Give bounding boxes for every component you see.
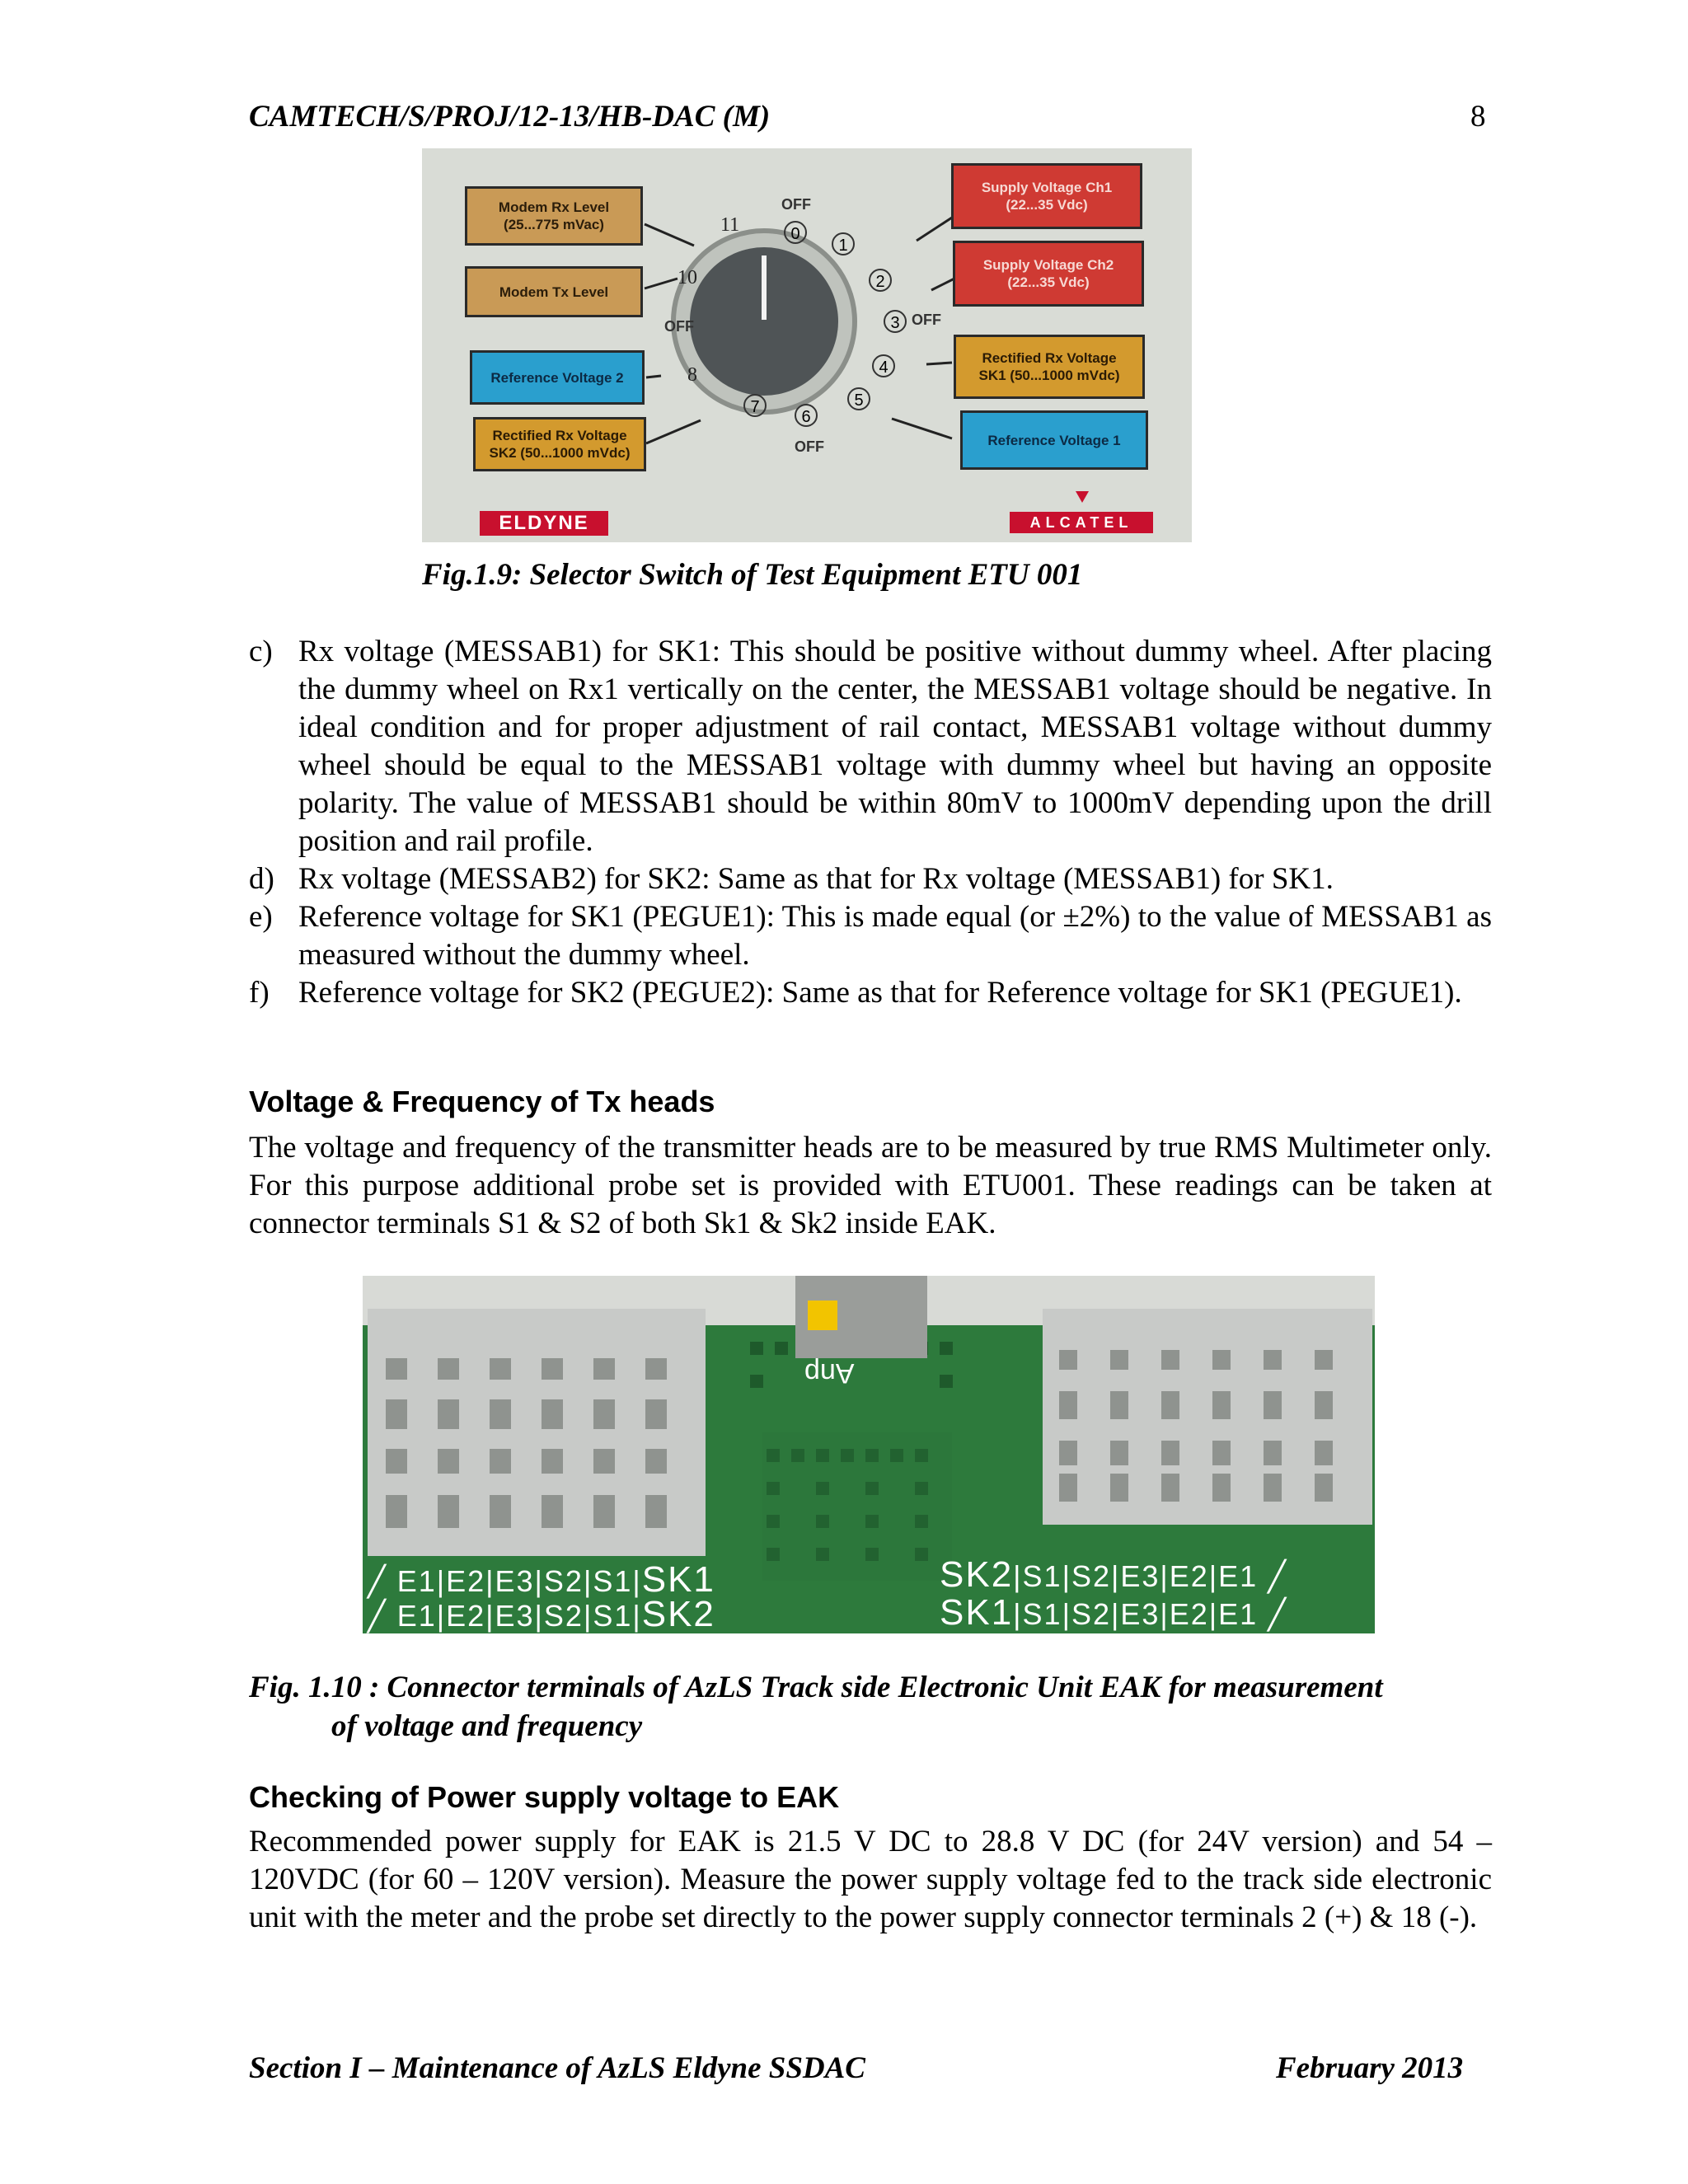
list-item-text: Reference voltage for SK1 (PEGUE1): This is made equal (or ±2%) to the value of MESSAB1 as measured without the dummy wheel. [298, 900, 1492, 972]
section-body-tx-heads: The voltage and frequency of the transmitter heads are to be measured by true RMS Multimeter only. For this purpose additional probe set is provided with ETU001. These readings can be taken at connector terminals S1 & S2 of both Sk1 & Sk2 inside EAK. [249, 1131, 1492, 1240]
dial-position-10: 10 [678, 267, 697, 288]
label-cell: S2 [1071, 1597, 1111, 1631]
row-slash-icon: ╱ [1268, 1559, 1287, 1593]
label-cell: E2 [446, 1599, 486, 1633]
page-number: 8 [1470, 100, 1486, 134]
document-code: CAMTECH/S/PROJ/12-13/HB-DAC (M) [249, 100, 771, 134]
dial-position-3: 3 [884, 310, 907, 333]
dial-position-8: 8 [687, 364, 697, 386]
footer-section-title: Section I – Maintenance of AzLS Eldyne SSDAC [249, 2051, 865, 2085]
sk-label: SK2 [940, 1554, 1014, 1595]
left-label-row-2: ╱ E1|E2|E3|S2|S1|SK2 [368, 1594, 715, 1633]
dial-position-5: 5 [847, 387, 870, 410]
eldyne-logo-text: ELDYNE [499, 512, 589, 534]
list-item-label: f) [249, 976, 270, 1010]
sk-label: SK2 [641, 1594, 715, 1633]
box-line: Supply Voltage Ch2 [982, 257, 1114, 273]
footer-date: February 2013 [1276, 2051, 1464, 2085]
reference-voltage-2-box [470, 350, 645, 405]
list-item-c [249, 633, 1492, 860]
rectified-rx-voltage-sk1-box [954, 335, 1145, 399]
label-cell: E2 [1169, 1597, 1209, 1631]
left-terminal-block [368, 1309, 706, 1556]
row-slash-icon: ╱ [368, 1564, 397, 1598]
figure-1-9-caption: Fig.1.9: Selector Switch of Test Equipment ETU 001 [422, 558, 1083, 592]
label-cell: S1 [593, 1599, 633, 1633]
box-line: (25...775 mVac) [504, 217, 604, 232]
off-label-top: OFF [781, 196, 811, 213]
label-cell: E1 [1218, 1559, 1259, 1593]
list-item-text: Rx voltage (MESSAB1) for SK1: This should be positive without dummy wheel. After placing the dummy wheel on Rx1 vertically on the center, the MESSAB1 voltage should be negative. In ideal condition and for proper adjustment of rail contact, MESSAB1 voltage without dummy wheel should be equal to the MESSAB1 voltage with dummy wheel but having an opposite polarity. The value of MESSAB1 should be within 80mV to 1000mV depending upon the drill position and rail profile. [298, 635, 1492, 858]
sk-label: SK1 [641, 1559, 715, 1600]
board-label: Anp [804, 1357, 855, 1389]
row-slash-icon: ╱ [1268, 1597, 1287, 1631]
label-cell: E2 [446, 1564, 486, 1598]
modem-tx-level-box [465, 266, 643, 317]
connector-terminals-figure [363, 1276, 1375, 1633]
figure-1-10-caption-line-2: of voltage and frequency [331, 1709, 643, 1743]
section-heading-power-supply: Checking of Power supply voltage to EAK [249, 1780, 840, 1814]
box-line: Rectified Rx Voltage [492, 428, 627, 443]
right-terminal-clamps [1043, 1309, 1372, 1525]
dial-position-1: 1 [832, 232, 855, 255]
off-label-right: OFF [912, 312, 941, 328]
rectified-rx-voltage-sk2-box [473, 417, 646, 471]
alcatel-logo [1010, 512, 1153, 533]
section-body-power-supply: Recommended power supply for EAK is 21.5 V DC to 28.8 V DC (for 24V version) and 54 – 120VDC (for 60 – 120V version). Measure the power supply voltage fed to the track side electronic unit with the meter and the probe set directly to the power supply connector terminals 2 (+) & 18 (-). [249, 1825, 1492, 1934]
dial-position-0: 0 [784, 221, 807, 244]
dial-position-11: 11 [720, 214, 740, 236]
off-label-left: OFF [664, 318, 694, 335]
dial-position-2: 2 [869, 269, 892, 292]
list-item-text: Reference voltage for SK2 (PEGUE2): Same as that for Reference voltage for SK1 (PEGUE1). [298, 976, 1462, 1010]
reference-voltage-1-box [960, 410, 1148, 470]
alcatel-triangle-icon [1076, 491, 1089, 503]
label-cell: E1 [396, 1599, 437, 1633]
box-line: Reference Voltage 2 [490, 369, 624, 386]
box-line: Rectified Rx Voltage [982, 350, 1117, 366]
box-line: SK2 (50...1000 mVdc) [489, 445, 631, 461]
list-item-label: d) [249, 862, 274, 896]
label-cell: E3 [495, 1564, 535, 1598]
box-line: Modem Tx Level [499, 284, 609, 300]
label-cell: E3 [1120, 1559, 1160, 1593]
label-cell: S1 [1022, 1597, 1062, 1631]
sk-label: SK1 [940, 1592, 1014, 1633]
box-line: SK1 (50...1000 mVdc) [978, 368, 1120, 383]
off-label-bottom: OFF [795, 438, 824, 455]
label-cell: S2 [543, 1564, 584, 1598]
label-cell: E2 [1169, 1559, 1209, 1593]
selector-switch-figure [422, 148, 1192, 542]
dial-position-4: 4 [872, 354, 895, 377]
list-item-e [249, 898, 1492, 974]
supply-voltage-ch1-box [951, 163, 1142, 229]
supply-voltage-ch2-box [953, 241, 1144, 307]
row-slash-icon: ╱ [368, 1599, 397, 1633]
box-line: Supply Voltage Ch1 [981, 180, 1113, 195]
left-terminal-clamps [368, 1309, 706, 1556]
right-label-row-1: SK2|S1|S2|E3|E2|E1 ╱ [940, 1554, 1287, 1595]
dial-position-6: 6 [795, 404, 818, 427]
list-item-f [249, 974, 1492, 1012]
modem-rx-level-box [465, 186, 643, 246]
label-cell: S1 [1022, 1559, 1062, 1593]
section-heading-tx-heads: Voltage & Frequency of Tx heads [249, 1085, 715, 1118]
label-cell: E3 [1120, 1597, 1160, 1631]
label-cell: E1 [1218, 1597, 1259, 1631]
label-cell: S1 [593, 1564, 633, 1598]
box-line: (22...35 Vdc) [1006, 197, 1088, 213]
dial-position-7: 7 [743, 394, 767, 417]
eldyne-logo [480, 511, 608, 536]
figure-1-10-caption-line-1: Fig. 1.10 : Connector terminals of AzLS Track side Electronic Unit EAK for measurement [249, 1671, 1383, 1704]
label-cell: E1 [396, 1564, 437, 1598]
left-label-row-1: ╱ E1|E2|E3|S2|S1|SK1 [368, 1559, 715, 1600]
list-item-text: Rx voltage (MESSAB2) for SK2: Same as that for Rx voltage (MESSAB1) for SK1. [298, 862, 1334, 896]
box-line: (22...35 Vdc) [1007, 274, 1090, 290]
list-item-d [249, 860, 1492, 898]
right-terminal-block [1043, 1309, 1372, 1525]
alcatel-logo-text: ALCATEL [1029, 514, 1133, 531]
list-item-label: c) [249, 635, 273, 668]
label-cell: S2 [1071, 1559, 1111, 1593]
label-cell: E3 [495, 1599, 535, 1633]
label-cell: S2 [543, 1599, 584, 1633]
list-item-label: e) [249, 900, 273, 934]
right-label-row-2: SK1|S1|S2|E3|E2|E1 ╱ [940, 1592, 1287, 1633]
box-line: Modem Rx Level [498, 199, 610, 215]
box-line: Reference Voltage 1 [987, 432, 1121, 448]
